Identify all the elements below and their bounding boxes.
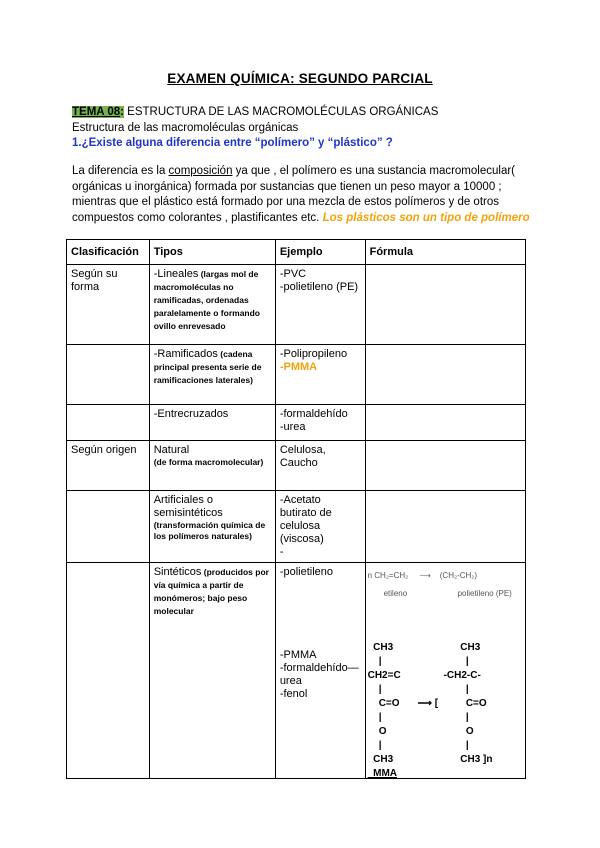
table-cell: -formaldehído -urea bbox=[275, 405, 365, 441]
type-note: (transformación química de los polímeros naturales) bbox=[153, 520, 266, 541]
table-cell bbox=[365, 441, 525, 491]
formula-cell bbox=[365, 563, 525, 779]
reaction-arrow-icon: ⟶ bbox=[419, 571, 431, 580]
table-cell bbox=[365, 405, 525, 441]
type-label: -Ramificados bbox=[153, 348, 218, 360]
example-text: -PMMA -formaldehído— urea -fenol bbox=[279, 649, 359, 700]
monomer-name: etileno bbox=[383, 589, 408, 598]
table-row bbox=[67, 345, 526, 405]
table-row bbox=[67, 491, 526, 563]
type-label: -Lineales bbox=[153, 268, 199, 280]
monomer-formula: n CH₂=CH₂ bbox=[367, 571, 409, 580]
table-cell bbox=[67, 491, 150, 563]
polymer-name: polietileno (PE) bbox=[457, 589, 512, 598]
table-cell: -Acetato butirato de celulosa (viscosa) - bbox=[275, 491, 365, 563]
header-cell: Ejemplo bbox=[275, 240, 365, 265]
type-label: Sintéticos bbox=[153, 566, 202, 578]
tema-text: ESTRUCTURA DE LAS MACROMOLÉCULAS ORGÁNICAS bbox=[123, 106, 439, 118]
header-cell: Fórmula bbox=[365, 240, 525, 265]
type-note: (largas mol de macromoléculas no ramificadas, ordenadas paralelamente o formando ovillo enrevesado bbox=[153, 269, 260, 331]
polymer-formula: (CH₂-CH₂) bbox=[439, 571, 478, 580]
table-cell bbox=[149, 265, 275, 345]
polymerization-equation bbox=[368, 569, 477, 582]
table-cell bbox=[67, 563, 150, 779]
para-underlined: composición bbox=[168, 165, 233, 177]
table-cell bbox=[149, 563, 275, 779]
table-cell bbox=[275, 345, 365, 405]
type-label: Artificiales o semisintéticos bbox=[153, 494, 223, 519]
pmma-structure: CH3 | -CH2-C- | C=O | O | CH3 ]n bbox=[443, 642, 493, 765]
header-cell: Tipos bbox=[149, 240, 275, 265]
table-cell bbox=[275, 563, 365, 779]
mma-label: MMA bbox=[367, 768, 398, 779]
example-highlight: -PMMA bbox=[279, 361, 318, 373]
question-heading: 1.¿Existe alguna diferencia entre “polímero” y “plástico” ? bbox=[72, 137, 393, 149]
table-cell: Celulosa, Caucho bbox=[275, 441, 365, 491]
formula-area bbox=[366, 563, 525, 778]
table-cell: -Entrecruzados bbox=[149, 405, 275, 441]
page-title: EXAMEN QUÍMICA: SEGUNDO PARCIAL bbox=[167, 71, 433, 86]
tema-colon: : bbox=[120, 106, 124, 118]
para-highlight: Los plásticos son un tipo de polímero bbox=[322, 212, 530, 225]
answer-paragraph bbox=[72, 164, 532, 227]
tema-tag: TEMA 08 bbox=[72, 106, 121, 118]
table-cell: Según origen bbox=[67, 441, 150, 491]
mma-structure: CH3 | CH2=C | C=O | O | CH3 bbox=[367, 642, 401, 765]
table-cell bbox=[149, 345, 275, 405]
polymerization-arrow: ⟶ [ bbox=[417, 698, 439, 709]
header-cell: Clasificación bbox=[67, 240, 150, 265]
subtitle: Estructura de las macromoléculas orgánicas bbox=[72, 122, 299, 134]
table-cell bbox=[67, 345, 150, 405]
type-note: (producidos por vía química a partir de monómeros; bajo peso molecular bbox=[153, 567, 269, 616]
table-cell bbox=[149, 441, 275, 491]
tema-highlight bbox=[72, 106, 124, 118]
table-cell bbox=[67, 405, 150, 441]
example-text: -polietileno bbox=[279, 566, 334, 578]
table-row bbox=[67, 441, 526, 491]
table-row bbox=[67, 563, 526, 779]
table-cell bbox=[149, 491, 275, 563]
table-cell bbox=[365, 265, 525, 345]
tema-line bbox=[72, 106, 438, 118]
classification-table bbox=[66, 239, 526, 779]
table-cell bbox=[365, 491, 525, 563]
para-part-a: La diferencia es la bbox=[72, 165, 169, 177]
table-cell: -PVC -polietileno (PE) bbox=[275, 265, 365, 345]
type-note: (de forma macromolecular) bbox=[153, 457, 264, 467]
table-cell bbox=[365, 345, 525, 405]
para-part-b: ya que , el polímero es una sustancia macromolecular( orgánicas u inorgánica) formada por sustancias que tienen un peso mayor a 10000 ; mientras que el plástico está formado por una mezcla de estos polímeros y de otros compuestos como colorantes , plastificantes etc. bbox=[72, 165, 515, 225]
example-text: -Polipropileno bbox=[279, 348, 348, 360]
table-row bbox=[67, 405, 526, 441]
table-cell: Según su forma bbox=[67, 265, 150, 345]
table-header-row bbox=[67, 240, 526, 265]
type-label: Natural bbox=[153, 444, 190, 456]
type-note: (cadena principal presenta serie de ramificaciones laterales) bbox=[153, 349, 262, 385]
table-row bbox=[67, 265, 526, 345]
